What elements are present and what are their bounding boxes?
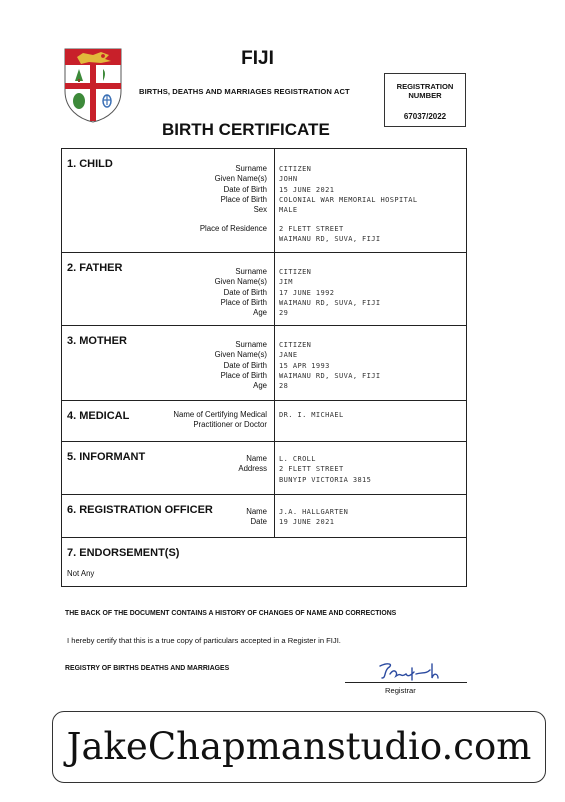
mother-date-of-birth: 15 APR 1993	[279, 361, 330, 370]
label-name: Name	[246, 507, 267, 516]
label-surname: Surname	[235, 340, 267, 349]
certification-statement: I hereby certify that this is a true copy of particulars accepted in a Register in FIJI.	[67, 636, 341, 645]
child-place-of-birth: COLONIAL WAR MEMORIAL HOSPITAL	[279, 195, 418, 204]
section-heading: 5. INFORMANT	[67, 451, 146, 463]
section-child	[62, 149, 466, 253]
child-surname: CITIZEN	[279, 165, 312, 173]
informant-address-1: 2 FLETT STREET	[279, 465, 344, 474]
informant-values	[279, 454, 371, 485]
residence-line-2: WAIMANU RD, SUVA, FIJI	[279, 235, 381, 244]
father-age: 29	[279, 309, 289, 318]
label-given-names: Given Name(s)	[214, 350, 267, 360]
section-heading: 7. ENDORSEMENT(S)	[67, 547, 180, 559]
label-age: Age	[253, 381, 267, 391]
mother-place-of-birth: WAIMANU RD, SUVA, FIJI	[279, 371, 381, 380]
label-certifying-medical: Name of Certifying Medical	[173, 410, 267, 419]
section-mother	[62, 326, 466, 401]
fiji-coat-of-arms	[63, 47, 123, 123]
mother-given-names: JANE	[279, 351, 298, 360]
label-address: Address	[238, 464, 267, 474]
label-surname: Surname	[235, 164, 267, 173]
label-surname: Surname	[235, 267, 267, 276]
residence-line-1: 2 FLETT STREET	[279, 225, 344, 233]
label-place-of-residence: Place of Residence	[199, 224, 267, 233]
endorsement-text: Not Any	[67, 569, 95, 578]
label-name: Name	[246, 454, 267, 463]
medical-practitioner-name: DR. I. MICHAEL	[279, 411, 344, 419]
section-informant	[62, 442, 466, 495]
child-given-names: JOHN	[279, 175, 298, 184]
child-residence	[279, 224, 381, 245]
section-heading: 3. MOTHER	[67, 335, 127, 347]
country-title: FIJI	[241, 48, 274, 69]
label-given-names: Given Name(s)	[214, 174, 267, 184]
section-heading: 6. REGISTRATION OFFICER	[67, 504, 213, 516]
label-date-of-birth: Date of Birth	[223, 184, 267, 194]
mother-labels	[215, 340, 267, 391]
endorsement-backdrop	[62, 538, 466, 586]
registry-name: REGISTRY OF BIRTHS DEATHS AND MARRIAGES	[65, 665, 230, 672]
informant-name: L. CROLL	[279, 455, 316, 463]
mother-values	[279, 340, 381, 391]
mother-surname: CITIZEN	[279, 341, 312, 349]
label-date-of-birth: Date of Birth	[223, 360, 267, 370]
father-place-of-birth: WAIMANU RD, SUVA, FIJI	[279, 298, 381, 307]
label-place-of-birth: Place of Birth	[220, 297, 267, 307]
watermark-banner: JakeChapmanstudio.com	[52, 711, 546, 783]
father-labels	[215, 267, 267, 318]
informant-labels	[238, 454, 267, 475]
label-date: Date	[250, 517, 267, 527]
certificate-table	[61, 148, 467, 587]
officer-labels	[246, 507, 267, 528]
registrar-signature	[374, 660, 444, 682]
label-place-of-birth: Place of Birth	[220, 194, 267, 204]
officer-values	[279, 507, 348, 528]
label-date-of-birth: Date of Birth	[223, 287, 267, 297]
mother-age: 28	[279, 382, 289, 391]
father-given-names: JIM	[279, 278, 293, 287]
father-values	[279, 267, 381, 318]
officer-date: 19 JUNE 2021	[279, 518, 335, 527]
child-date-of-birth: 15 JUNE 2021	[279, 185, 335, 194]
label-given-names: Given Name(s)	[214, 277, 267, 287]
child-labels	[215, 164, 267, 215]
section-father	[62, 253, 466, 326]
section-heading: 4. MEDICAL	[67, 410, 130, 422]
section-endorsement	[62, 538, 466, 586]
child-sex: MALE	[279, 206, 298, 215]
section-heading: 2. FATHER	[67, 262, 123, 274]
number-label: NUMBER	[408, 91, 442, 100]
registration-number: 67037/2022	[403, 112, 447, 121]
registration-act: BIRTHS, DEATHS AND MARRIAGES REGISTRATION ACT	[139, 87, 350, 96]
section-heading: 1. CHILD	[67, 158, 113, 170]
label-age: Age	[253, 308, 267, 318]
registration-number-box	[384, 73, 466, 127]
document-title: BIRTH CERTIFICATE	[162, 120, 330, 139]
medical-labels	[173, 410, 267, 431]
registrar-label: Registrar	[385, 686, 416, 695]
officer-name: J.A. HALLGARTEN	[279, 508, 349, 516]
signature-line	[345, 682, 467, 683]
back-of-document-note: THE BACK OF THE DOCUMENT CONTAINS A HISTORY OF CHANGES OF NAME AND CORRECTIONS	[65, 610, 397, 617]
label-practitioner: Practitioner or Doctor	[193, 420, 267, 430]
section-medical	[62, 401, 466, 442]
father-date-of-birth: 17 JUNE 1992	[279, 288, 335, 297]
label-place-of-birth: Place of Birth	[220, 370, 267, 380]
child-values	[279, 164, 417, 215]
father-surname: CITIZEN	[279, 268, 312, 276]
registration-label: REGISTRATION	[396, 82, 454, 91]
informant-address-2: BUNYIP VICTORIA 3815	[279, 475, 372, 484]
section-registration-officer	[62, 495, 466, 538]
label-sex: Sex	[253, 205, 267, 215]
